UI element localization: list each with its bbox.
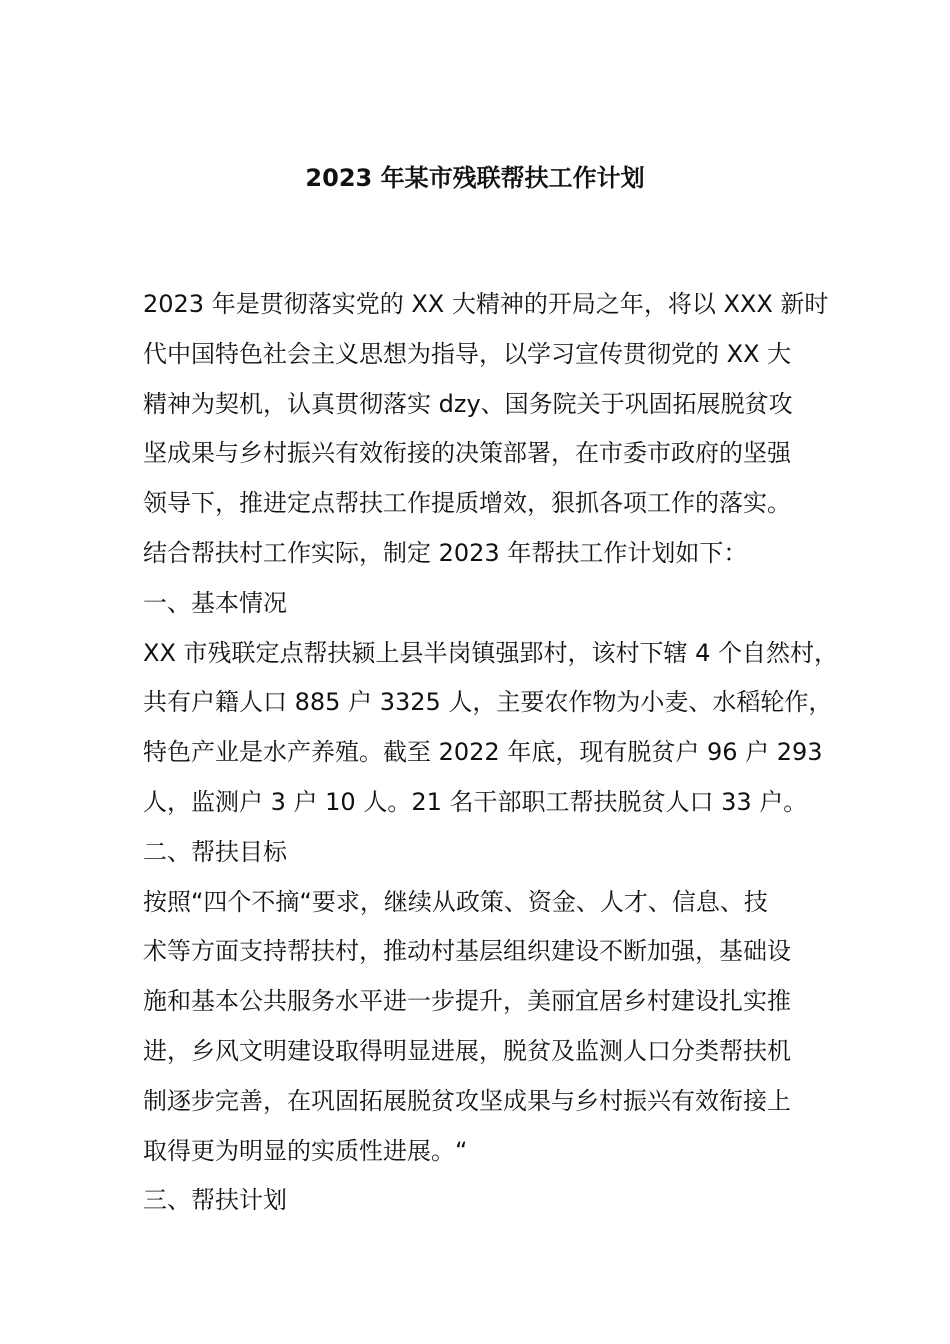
body-line: 取得更为明显的实质性进展。“ [143,1136,468,1165]
body-line: 坚成果与乡村振兴有效衔接的决策部署，在市委市政府的坚强 [143,439,791,468]
body-line: 人，监测户 3 户 10 人。21 名干部职工帮扶脱贫人口 33 户。 [143,787,808,816]
section-heading-basic-situation: 一、基本情况 [143,588,287,617]
body-line: 精神为契机，认真贯彻落实 dzy、国务院关于巩固拓展脱贫攻 [143,389,793,418]
body-line: 领导下，推进定点帮扶工作提质增效，狠抓各项工作的落实。 [143,489,791,518]
document-title: 2023 年某市残联帮扶工作计划 [305,164,645,192]
body-line: 2023 年是贯彻落实党的 XX 大精神的开局之年，将以 XXX 新时 [143,290,829,318]
body-line: 特色产业是水产养殖。截至 2022 年底，现有脱贫户 96 户 293 [143,738,823,767]
body-line: 结合帮扶村工作实际，制定 2023 年帮扶工作计划如下： [143,538,748,567]
body-line: 施和基本公共服务水平进一步提升，美丽宜居乡村建设扎实推 [143,987,791,1016]
body-line: 进，乡风文明建设取得明显进展，脱贫及监测人口分类帮扶机 [143,1036,791,1065]
body-line: 代中国特色社会主义思想为指导，以学习宣传贯彻党的 XX 大 [143,339,792,368]
body-line: 制逐步完善，在巩固拓展脱贫攻坚成果与乡村振兴有效衔接上 [143,1086,791,1115]
body-line: 术等方面支持帮扶村，推动村基层组织建设不断加强，基础设 [143,937,791,966]
document-body [143,280,839,1226]
section-heading-plan: 三、帮扶计划 [143,1186,287,1215]
body-line: XX 市残联定点帮扶颍上县半岗镇强郢村，该村下辖 4 个自然村， [143,638,839,667]
section-heading-goals: 二、帮扶目标 [143,837,287,866]
body-line: 按照“四个不摘“要求，继续从政策、资金、人才、信息、技 [143,887,768,916]
body-line: 共有户籍人口 885 户 3325 人，主要农作物为小麦、水稻轮作， [143,688,833,717]
